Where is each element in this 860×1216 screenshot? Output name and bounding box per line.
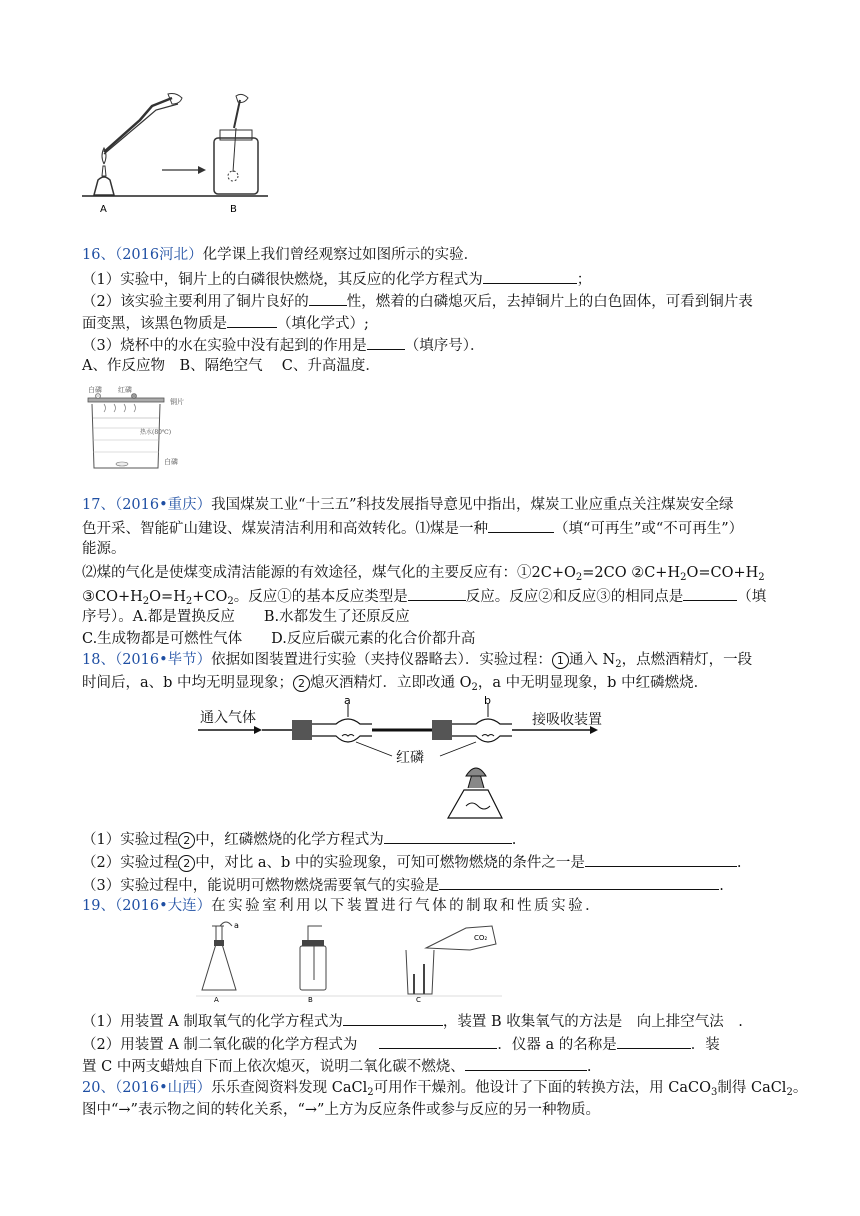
question-number: 17、 (82, 497, 115, 513)
label-absorber: 接吸收装置 (532, 712, 602, 728)
question-number: 20、 (82, 1080, 115, 1096)
figure-beaker-copper (84, 384, 192, 474)
answer-blank (465, 1055, 587, 1071)
answer-blank (483, 268, 577, 284)
q20-line1: 20、（2016•山西）乐乐查阅资料发现 CaCl$_2$可用作干燥剂。他设计了下面的转换方法，用 CaCO$_3$制得 CaCl$_2$。 (82, 1080, 808, 1098)
answer-blank (488, 517, 554, 533)
q19-part1: （1）用装置 A 制取氧气的化学方程式为 ，装置 B 收集氧气的方法是 向上排空气法 . (82, 1010, 743, 1032)
answer-blank (309, 290, 347, 306)
q16-part2: （2）该实验主要利用了铜片良好的 性，燃着的白磷熄灭后，去掉铜片上的白色固体，可看到铜片表 (82, 290, 753, 312)
q19-part2: （2）用装置 A 制二氧化碳的化学方程式为 ．仪器 a 的名称是 ．装 (82, 1033, 720, 1055)
q17-line4: ⑵煤的气化是使煤变成清洁能源的有效途径，煤气化的主要反应有：$①2C+O_2=2CO$ $②C+H_2O=CO+H_2$ (82, 565, 765, 583)
q17-line7: C.生成物都是可燃性气体 D.反应后碳元素的化合价都升高 (82, 631, 476, 647)
answer-blank (343, 1010, 443, 1026)
figure-label-b: B (230, 204, 237, 214)
label-red-phosphorus: 红磷 (396, 750, 424, 766)
label-device-c: C (416, 996, 421, 1004)
q18-part3: （3）实验过程中，能说明可燃物燃烧需要氧气的实验是 . (82, 874, 724, 896)
label-device-b: B (308, 996, 313, 1004)
figure-tube-apparatus (196, 696, 626, 824)
label-instrument-a: a (234, 921, 239, 930)
answer-blank (379, 1033, 497, 1049)
q17-line5: $③CO+H_2O=H_2+CO_2$。反应①的基本反应类型是 反应。反应②和反应③的相同点是 （填 (82, 585, 766, 612)
label-white-phosphorus-water: 白磷 (164, 458, 178, 466)
answer-blank (367, 334, 405, 350)
question-source: （2016河北） (114, 247, 203, 263)
answer-blank (683, 585, 737, 601)
question-stem: 化学课上我们曾经观察过如图所示的实验． (202, 247, 479, 263)
q17-line2: 色开采、智能矿山建设、煤炭清洁利用和高效转化。⑴煤是一种 （填“可再生”或“不可再生”） (82, 517, 743, 539)
step-2-marker: 2 (293, 675, 310, 692)
figure-label-a: A (100, 204, 107, 214)
label-bulb-b: b (484, 696, 491, 707)
question-number: 16、 (82, 247, 115, 263)
answer-blank (384, 828, 512, 844)
q19-stem: 19、（2016•大连）在实验室利用以下装置进行气体的制取和性质实验． (82, 898, 603, 914)
answer-blank (585, 851, 737, 867)
q16-stem (82, 245, 478, 265)
question-number: 18、 (82, 652, 115, 668)
question-source: （2016•山西） (114, 1080, 212, 1096)
label-device-a: A (214, 996, 219, 1004)
q16-part1: （1）实验中，铜片上的白磷很快燃烧，其反应的化学方程式为 ； (82, 268, 591, 290)
figure-gas-apparatus (196, 920, 502, 1004)
q16-options: A、作反应物 B、隔绝空气 C、升高温度． (82, 358, 380, 374)
label-copper-plate: 铜片 (170, 398, 184, 406)
step-1-marker: 1 (552, 652, 569, 669)
answer-blank (408, 585, 466, 601)
q17-line6: 序号）。A.都是置换反应 B.水都发生了还原反应 (82, 609, 410, 625)
label-bulb-a: a (344, 696, 351, 707)
q16-part3: （3）烧杯中的水在实验中没有起到的作用是 （填序号）． (82, 334, 484, 356)
label-co2: CO₂ (474, 934, 488, 942)
question-source: （2016•毕节） (114, 652, 212, 668)
q17-line3: 能源。 (82, 541, 126, 557)
question-source: （2016•重庆） (114, 497, 212, 513)
q16-part2-cont: 面变黑，该黑色物质是 （填化学式）; (82, 312, 369, 334)
answer-blank (227, 312, 277, 328)
q19-part3: 置 C 中两支蜡烛自下而上依次熄灭，说明二氧化碳不燃烧、 . (82, 1055, 591, 1077)
q20-line2: 图中“→”表示物之间的转化关系，“→”上方为反应条件或参与反应的另一种物质。 (82, 1102, 600, 1118)
answer-blank (617, 1033, 691, 1049)
label-gas-inlet: 通入气体 (200, 710, 256, 726)
question-number: 19、 (82, 898, 115, 914)
label-white-phosphorus: 白磷 (88, 386, 102, 394)
q18-part1: （1）实验过程 2 中，红磷燃烧的化学方程式为 . (82, 828, 516, 850)
figure-burning-apparatus (80, 92, 270, 214)
label-red-phosphorus: 红磷 (118, 386, 132, 394)
q18-part2: （2）实验过程 2 中，对比 a、b 中的实验现象，可知可燃物燃烧的条件之一是 . (82, 851, 742, 873)
q17-line1: 17、（2016•重庆）我国煤炭工业“十三五”科技发展指导意见中指出，煤炭工业应重点关注煤炭安全绿 (82, 497, 734, 513)
q18-line2: 时间后，a、b 中均无明显现象； 2 熄灭酒精灯．立即改通 $O_2$，a 中无明显现象，b 中红磷燃烧． (82, 675, 709, 693)
q18-line1: 18、（2016•毕节）依据如图装置进行实验（夹持仪器略去）．实验过程： 1 通入 $N_2$，点燃酒精灯，一段 (82, 652, 753, 670)
label-hot-water: 热水(80℃) (140, 429, 172, 436)
answer-blank (439, 874, 719, 890)
question-source: （2016•大连） (114, 898, 212, 914)
